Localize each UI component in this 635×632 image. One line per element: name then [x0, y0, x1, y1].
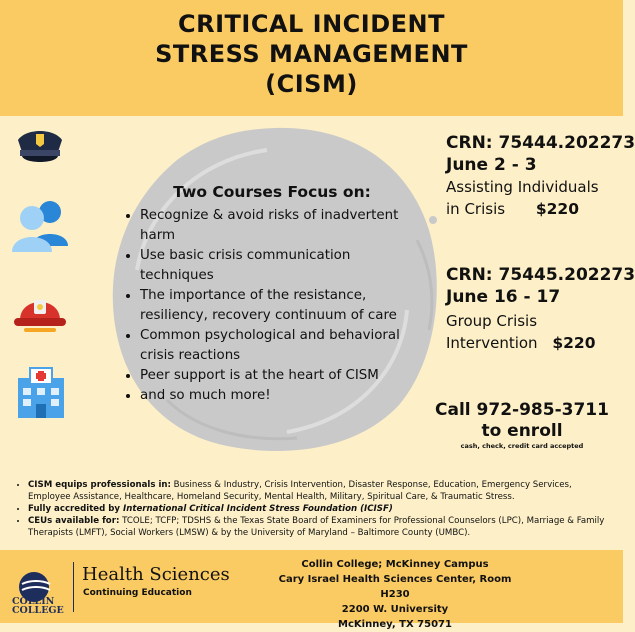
footer-band	[0, 550, 623, 630]
note-equips-text: Business & Industry, Crisis Intervention, Disaster Response, Education, Emergency Services, Employee Assistance, Healthcare, Homeland Security, Mental Health, Military, Spiritual Care, & Traumatic Stress.	[28, 480, 572, 502]
focus-item: • Recognize & avoid risks of inadvertent harm	[140, 206, 422, 246]
course-2	[446, 264, 635, 354]
title-line-2: STRESS MANAGEMENT	[155, 40, 468, 68]
enroll-phone: Call 972-985-3711	[435, 400, 609, 420]
focus-list	[122, 206, 422, 406]
police-cap-icon	[12, 122, 68, 170]
campus-address	[270, 557, 520, 632]
course-price: $220	[535, 200, 579, 218]
focus-item: • The importance of the resistance, resiliency, recovery continuum of care	[140, 286, 422, 326]
title-line-3: (CISM)	[265, 70, 358, 98]
focus-item: • Peer support is at the heart of CISM	[140, 366, 422, 386]
notes-section	[14, 479, 614, 539]
logo-text	[12, 597, 64, 615]
course-dates: June 2 - 3	[446, 155, 537, 175]
address-line: Cary Israel Health Sciences Center, Room H230	[278, 574, 512, 600]
focus-item: • Use basic crisis communication techniques	[140, 246, 422, 286]
enroll-action: to enroll	[481, 421, 563, 441]
logo-line1: COLLIN	[12, 596, 55, 607]
course-price: $220	[552, 334, 596, 352]
course-dates: June 16 - 17	[446, 287, 561, 307]
note-equips-label: CISM equips professionals in:	[28, 480, 171, 490]
title-line-1: CRITICAL INCIDENT	[178, 10, 445, 38]
payment-methods: cash, check, credit card accepted	[460, 442, 584, 450]
course-name-line2	[446, 198, 624, 220]
course-name-line2	[446, 332, 624, 354]
note-ceus-label: CEUs available for:	[28, 516, 120, 526]
address-line: Collin College; McKinney Campus	[301, 559, 489, 570]
focus-item: • and so much more!	[140, 386, 422, 406]
logo-line2: COLLEGE	[12, 605, 64, 616]
address-line: 2200 W. University	[341, 604, 449, 615]
note-equips	[28, 479, 614, 503]
focus-section	[122, 182, 422, 406]
course-name-line2-text: Intervention	[446, 334, 538, 352]
address-line: McKinney, TX 75071	[338, 619, 452, 630]
note-accredited	[28, 503, 614, 515]
footer-divider	[73, 562, 74, 612]
users-icon	[10, 196, 72, 254]
course-crn: CRN: 75444.202273	[446, 133, 635, 153]
note-ceus	[28, 515, 614, 539]
course-name-line2-text: in Crisis	[446, 200, 506, 218]
subdepartment-name: Continuing Education	[83, 588, 192, 598]
firefighter-helmet-icon	[12, 288, 68, 334]
focus-item: • Common psychological and behavioral crisis reactions	[140, 326, 422, 366]
course-name-line1: Group Crisis	[446, 312, 538, 330]
course-crn: CRN: 75445.202273	[446, 265, 635, 285]
focus-heading: Two Courses Focus on:	[173, 183, 371, 201]
enroll-callout	[432, 400, 612, 451]
hospital-icon	[16, 366, 66, 420]
note-accredited-org: International Critical Incident Stress Foundation (ICISF)	[123, 504, 393, 514]
page-title	[0, 9, 623, 99]
course-name-line1: Assisting Individuals	[446, 178, 599, 196]
note-accredited-label: Fully accredited by	[28, 504, 124, 514]
department-name: Health Sciences	[82, 564, 230, 585]
notes-list	[14, 479, 614, 539]
note-ceus-text: TCOLE; TCFP; TDSHS & the Texas State Board of Examiners for Professional Counselors (LPC), Marriage & Family Therapists (LMFT), Social Workers (LMSW) & by the University of Maryland – Baltimore County (UMBC).	[28, 516, 605, 538]
course-1	[446, 132, 635, 220]
